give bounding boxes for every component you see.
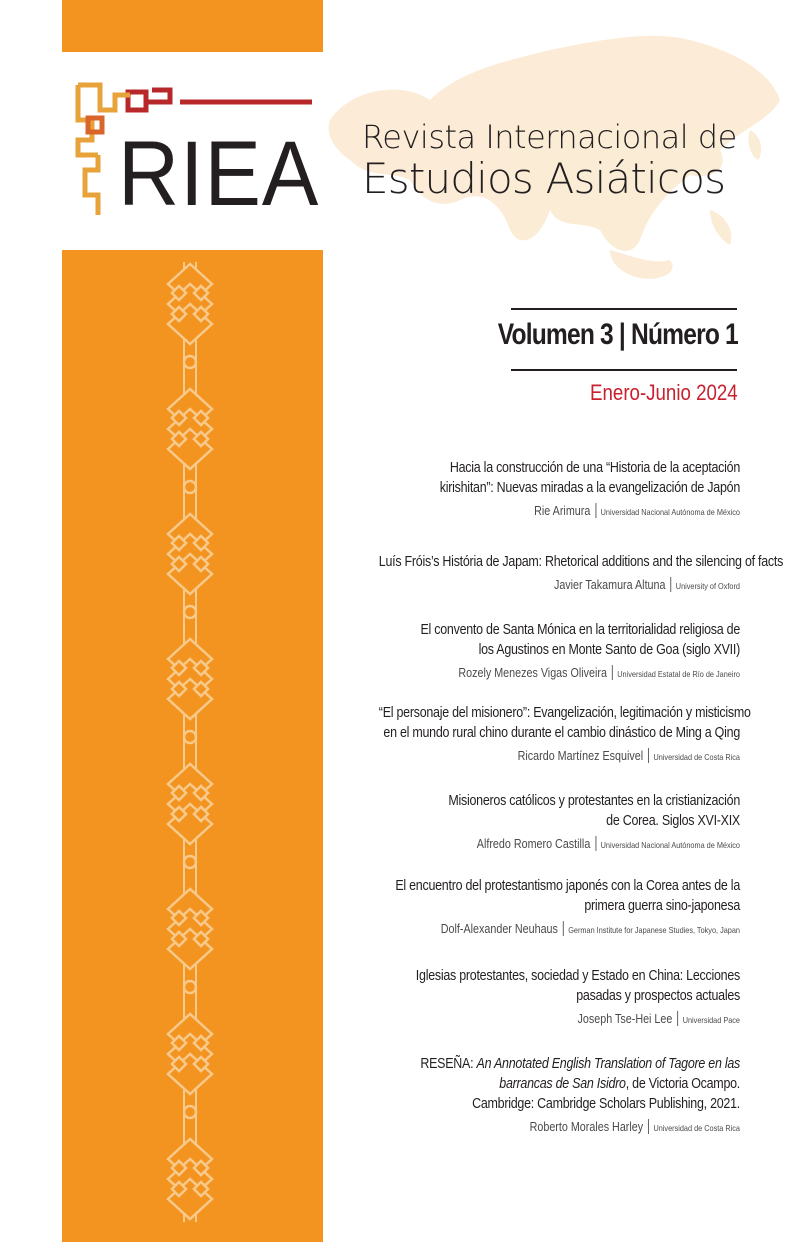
ornament-ring (184, 481, 196, 493)
ornament-ring (184, 856, 196, 868)
article-title: Misioneros católicos y protestantes en la cristianización (448, 793, 740, 809)
rule-bottom (511, 369, 737, 371)
journal-title-line1: Revista Internacional de (362, 118, 737, 156)
knot-motif (168, 514, 212, 594)
article-title: de Corea. Siglos XVI-XIX (606, 813, 740, 829)
article-author: Javier Takamura Altuna (553, 578, 666, 592)
article-list (320, 458, 784, 1136)
article-title: El convento de Santa Mónica en la territorialidad religiosa de (420, 622, 740, 638)
article-author: Ricardo Martínez Esquivel (517, 749, 644, 763)
ornament-ring (184, 356, 196, 368)
article-author: Alfredo Romero Castilla (476, 837, 591, 851)
knot-motif (168, 1014, 212, 1094)
article-title: en el mundo rural chino durante el cambio dinástico de Ming a Qing (383, 725, 740, 741)
review-title-line1: RESEÑA: An Annotated English Translation of Tagore en las (420, 1056, 740, 1072)
article-title: pasadas y prospectos actuales (576, 988, 740, 1004)
article-title: Iglesias protestantes, sociedad y Estado en China: Lecciones (415, 968, 740, 984)
article-title: Hacia la construcción de una “Historia de la aceptación (449, 460, 740, 476)
knot-ornament-column (160, 262, 220, 1222)
article-title: Luís Fróis’s História de Japam: Rhetorical additions and the silencing of facts (378, 554, 784, 570)
ornament-ring (184, 981, 196, 993)
article-item[interactable] (320, 876, 740, 966)
article-item[interactable] (320, 458, 740, 552)
article-title: “El personaje del misionero”: Evangelización, legitimación y misticismo (378, 705, 751, 721)
knot-motif (168, 889, 212, 969)
article-affiliation: Universidad de Costa Rica (653, 1123, 740, 1133)
ornament-ring (184, 606, 196, 618)
review-item[interactable] (320, 1054, 740, 1136)
riea-logo-text: RIEA (118, 123, 320, 225)
article-title: El encuentro del protestantismo japonés con la Corea antes de la (395, 878, 740, 894)
article-affiliation: Universidad Nacional Autónoma de México (600, 840, 740, 850)
article-author: Rie Arimura (534, 504, 591, 518)
article-author: Joseph Tse-Hei Lee (577, 1012, 673, 1026)
top-orange-band (62, 0, 323, 52)
article-author: Rozely Menezes Vigas Oliveira (458, 666, 607, 680)
article-title: los Agustinos en Monte Santo de Goa (siglo XVII) (478, 642, 740, 658)
ornament-ring (184, 731, 196, 743)
article-item[interactable] (320, 791, 740, 876)
journal-title-line2: Estudios Asiáticos (362, 154, 726, 203)
article-affiliation: Universidad de Costa Rica (653, 752, 740, 762)
article-affiliation: University of Oxford (675, 581, 740, 591)
knot-motif (168, 1139, 212, 1219)
article-item[interactable] (320, 620, 740, 703)
article-item[interactable] (320, 703, 751, 791)
ornament-ring (184, 1106, 196, 1118)
article-affiliation: Universidad Pace (682, 1015, 740, 1025)
article-author: Dolf-Alexander Neuhaus (440, 922, 558, 936)
review-title-line3: Cambridge: Cambridge Scholars Publishing, 2021. (472, 1096, 740, 1112)
knot-motif (168, 639, 212, 719)
volume-number: Volumen 3 | Número 1 (497, 318, 738, 351)
article-title: kirishitan”: Nuevas miradas a la evangelización de Japón (439, 480, 740, 496)
article-author: Roberto Morales Harley (529, 1120, 644, 1134)
journal-title (362, 118, 782, 202)
knot-motif (168, 764, 212, 844)
article-affiliation: Universidad Estatal de Río de Janeiro (617, 669, 740, 679)
article-item[interactable] (320, 552, 784, 620)
review-title-line2: barrancas de San Isidro, de Victoria Ocampo. (499, 1076, 740, 1092)
article-title: primera guerra sino-japonesa (584, 898, 740, 914)
article-item[interactable] (320, 966, 740, 1054)
issue-date: Enero-Junio 2024 (590, 380, 738, 405)
knot-motif (168, 389, 212, 469)
article-affiliation: Universidad Nacional Autónoma de México (600, 507, 740, 517)
rule-top (511, 308, 737, 310)
knot-motif (168, 264, 212, 344)
article-affiliation: German Institute for Japanese Studies, Tokyo, Japan (568, 925, 740, 935)
